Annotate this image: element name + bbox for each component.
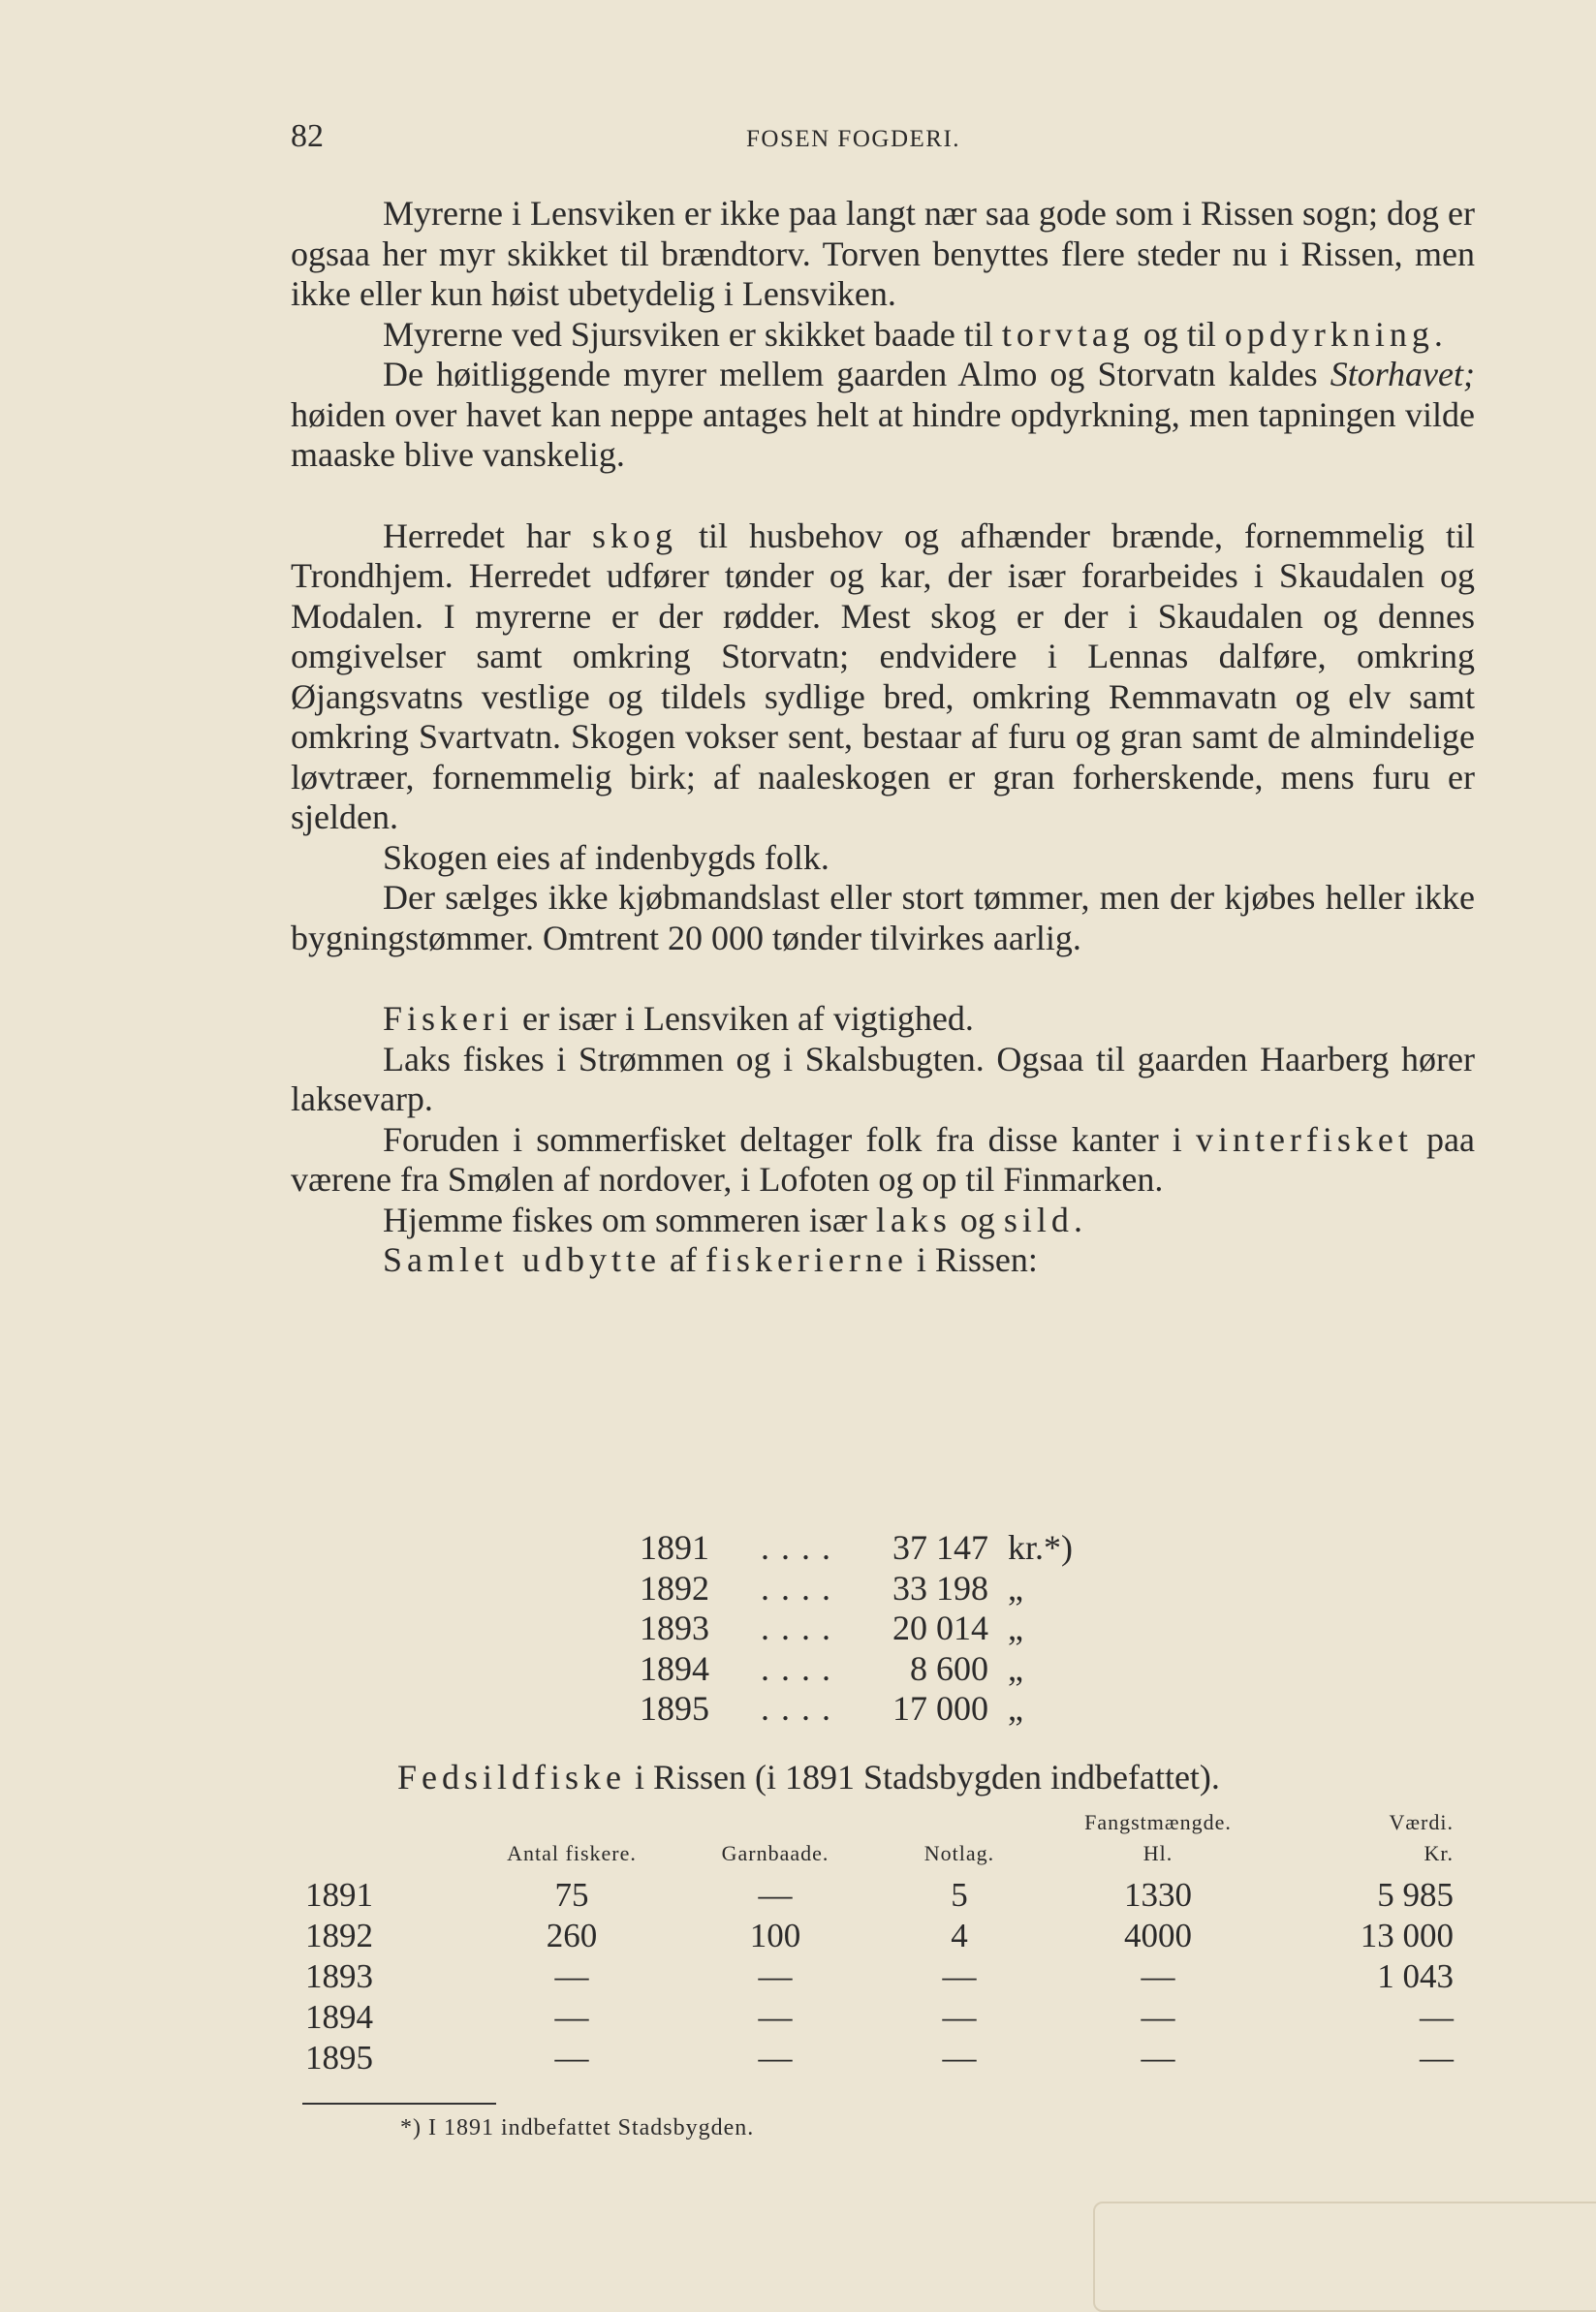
paper-blemish xyxy=(1093,2202,1596,2312)
footnote: *) I 1891 indbefattet Stadsbygden. xyxy=(400,2115,755,2140)
paragraph-vinterfisket: Foruden i sommerfisket deltager folk fra disse kanter i vinterfisket paa værene fra Smølen af nordover, i Lofoten og op til Finmarken. xyxy=(291,1119,1475,1199)
header-fishers: Antal fiskere. xyxy=(507,1841,637,1865)
paragraph-tommer: Der sælges ikke kjøbmandslast eller stort tømmer, men der kjøbes heller ikke bygningstømmer. Omtrent 20 000 tønder tilvirkes aarlig. xyxy=(291,878,1475,957)
header-boats: Garnbaade. xyxy=(721,1841,829,1865)
header-value-unit: Kr. xyxy=(1424,1841,1454,1865)
yield-row: 1891 .... 37 147 kr.*) xyxy=(640,1528,1073,1567)
running-title: FOSEN FOGDERI. xyxy=(746,126,961,152)
yield-row: 1892 .... 33 198 „ xyxy=(640,1568,1023,1608)
table-header xyxy=(291,1806,1475,1876)
paragraph-samlet-udbytte: Samlet udbytte af fiskerierne i Rissen: xyxy=(383,1240,1038,1279)
table-row: 1893 — — — — 1 043 xyxy=(305,1957,1454,1995)
header-value: Værdi. xyxy=(1389,1810,1454,1834)
paragraph-skogen-eies: Skogen eies af indenbygds folk. xyxy=(383,837,829,877)
paragraph-skog: Herredet har skog til husbehov og afhænder brænde, fornemmelig til Trondhjem. Herredet udfører tønder og kar, der især forarbeides i Skaudalen og Modalen. I myrerne er der rødder. Mest skog er der i Skaudalen og dennes omgivelser samt omkring Storvatn; endvidere i Lennas dalføre, omkring Øjangsvatns vestlige og tildels sydlige bred, omkring Remmavatn og elv samt omkring Svartvatn. Skogen vokser sent, bestaar af furu og gran samt de almindelige løvtræer, fornemmelig birk; af naaleskogen er gran forherskende, mens furu er sjelden. xyxy=(291,516,1475,836)
footnote-rule xyxy=(302,2103,496,2105)
table-row: 1891 75 — 5 1330 5 985 xyxy=(305,1876,1454,1914)
paragraph-hjemme: Hjemme fiskes om sommeren især laks og sild. xyxy=(383,1200,1082,1239)
yield-row: 1893 .... 20 014 „ xyxy=(640,1609,1023,1647)
yield-list xyxy=(640,1528,1182,1730)
table-row: 1895 — — — — — xyxy=(305,2039,1454,2077)
herring-table xyxy=(291,1806,1475,2079)
yield-row: 1894 .... 8 600 „ xyxy=(640,1648,1023,1688)
header-seines: Notlag. xyxy=(923,1841,995,1865)
paragraph-sjursviken: Myrerne ved Sjursviken er skikket baade til torvtag og til opdyrkning. xyxy=(383,314,1443,354)
header-catch: Fangstmængde. xyxy=(1084,1810,1232,1834)
header-catch-unit: Hl. xyxy=(1142,1841,1174,1865)
table-row: 1894 — — — — — xyxy=(305,1998,1454,2036)
table-title: Fedsildfiske i Rissen (i 1891 Stadsbygden indbefattet). xyxy=(397,1758,1220,1796)
yield-row: 1895 .... 17 000 „ xyxy=(640,1689,1023,1728)
paragraph-fiskeri: Fiskeri er især i Lensviken af vigtighed. xyxy=(383,999,974,1038)
paragraph-myrerne-lensviken: Myrerne i Lensviken er ikke paa langt nær saa gode som i Rissen sogn; dog er ogsaa her myr skikket til brændtorv. Torven benyttes flere steder nu i Rissen, men ikke eller kun høist ubetydelig i Lensviken. xyxy=(291,194,1475,313)
table-row: 1892 260 100 4 4000 13 000 xyxy=(305,1917,1454,1954)
body-text xyxy=(291,194,1475,1281)
paragraph-storhavet: De høitliggende myrer mellem gaarden Almo og Storvatn kaldes Storhavet; høiden over havet kan neppe antages helt at hindre opdyrkning, men tapningen vilde maaske blive vanskelig. xyxy=(291,355,1475,474)
page-number: 82 xyxy=(291,118,324,154)
paragraph-laks: Laks fiskes i Strømmen og i Skalsbugten. Ogsaa til gaarden Haarberg hører laksevarp. xyxy=(291,1039,1475,1118)
page-header xyxy=(291,118,1475,167)
